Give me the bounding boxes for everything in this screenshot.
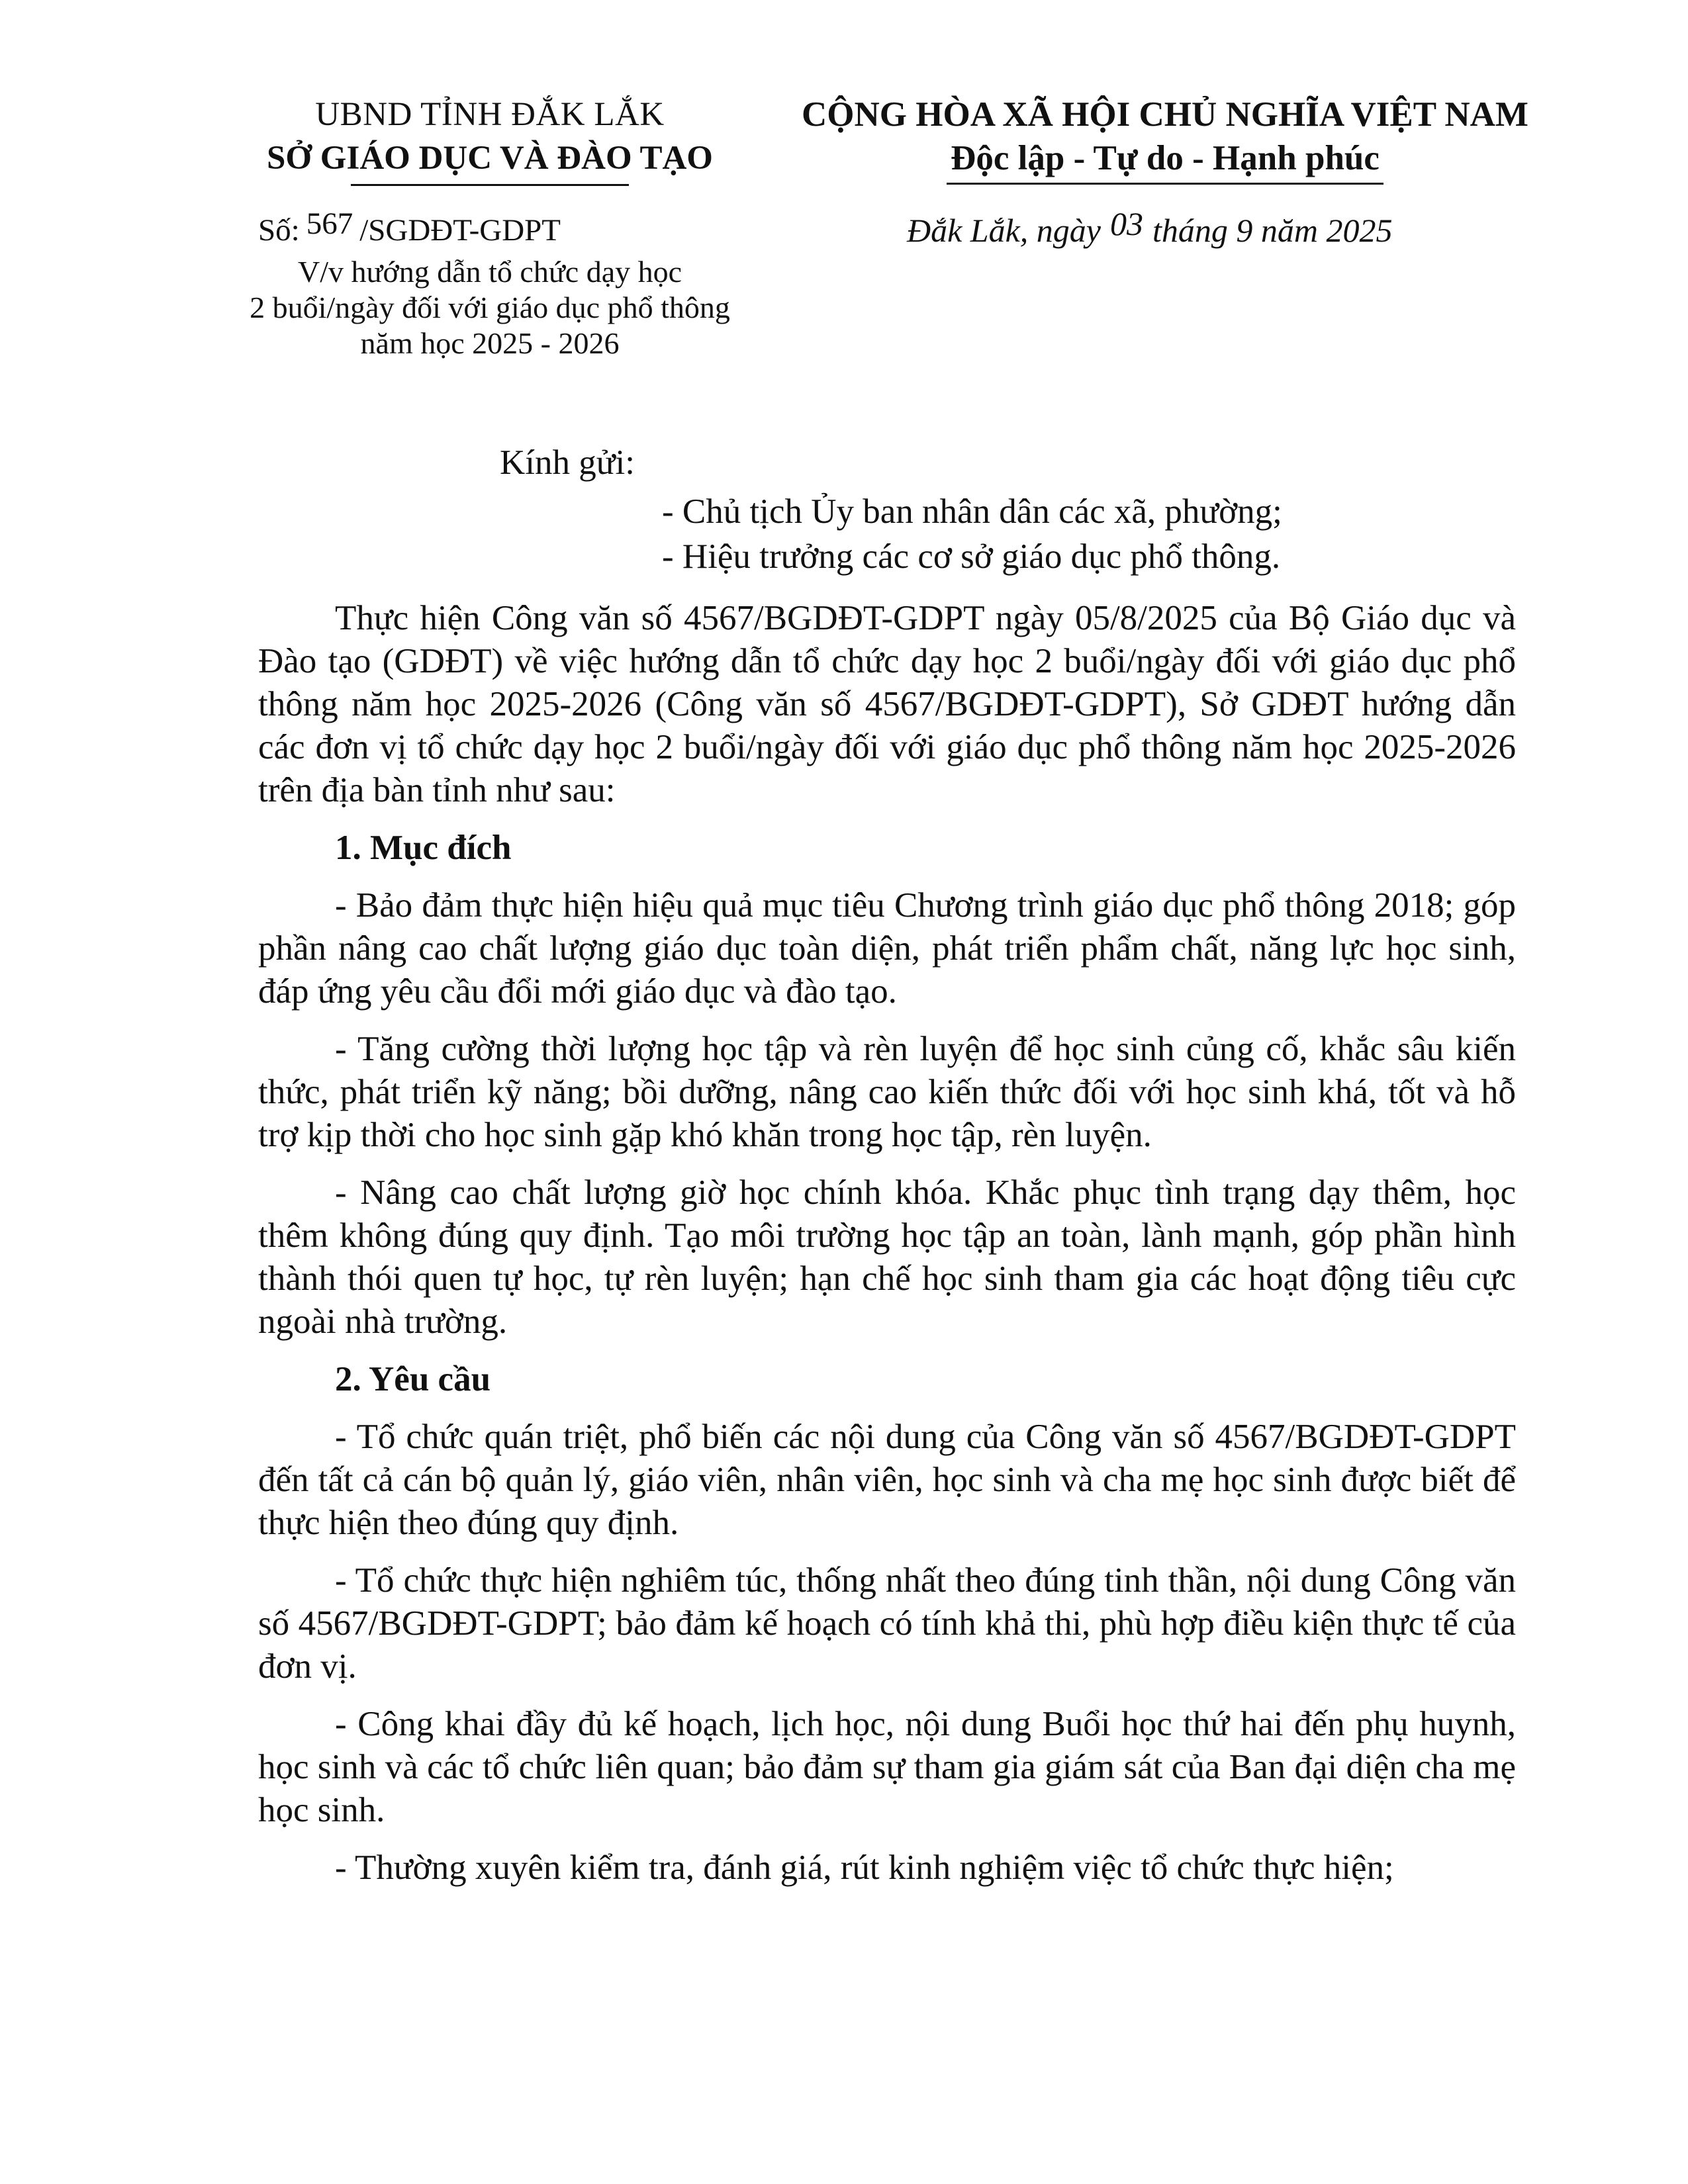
requirement-item: - Thường xuyên kiểm tra, đánh giá, rút kinh nghiệm việc tổ chức thực hiện; xyxy=(335,1848,1394,1887)
requirement-item: - Tổ chức thực hiện nghiêm túc, thống nhất theo đúng tinh thần, nội dung Công văn số 4567/BGDĐT-GDPT; bảo đảm kế hoạch có tính khả thi, phù hợp điều kiện thực tế của đơn vị. xyxy=(258,1561,1516,1686)
ref-prefix: Số: xyxy=(258,213,300,248)
national-header-block xyxy=(771,93,1559,185)
recipient-item: - Chủ tịch Ủy ban nhân dân các xã, phường; xyxy=(662,492,1282,531)
date-suffix: tháng 9 năm 2025 xyxy=(1152,212,1393,249)
intro-paragraph: Thực hiện Công văn số 4567/BGDĐT-GDPT ngày 05/8/2025 của Bộ Giáo dục và Đào tạo (GDĐT) về việc hướng dẫn tổ chức dạy học 2 buổi/ngày đối với giáo dục phổ thông năm học 2025-2026 (Công văn số 4567/BGDĐT-GDPT), Sở GDĐT hướng dẫn các đơn vị tổ chức dạy học 2 buổi/ngày đối với giáo dục phổ thông năm học 2025-2026 trên địa bàn tỉnh như sau: xyxy=(258,599,1516,809)
agency-parent: UBND TỈNH ĐẮK LẮK xyxy=(315,96,665,133)
requirement-item: - Tổ chức quán triệt, phổ biến các nội dung của Công văn số 4567/BGDĐT-GDPT đến tất cả cán bộ quản lý, giáo viên, nhân viên, học sinh và cha mẹ học sinh được biết để thực hiện theo đúng quy định. xyxy=(258,1418,1516,1542)
recipient-item: - Hiệu trưởng các cơ sở giáo dục phổ thông. xyxy=(662,537,1281,576)
motto-underline xyxy=(947,183,1383,185)
date-prefix: Đắk Lắk, ngày xyxy=(907,212,1101,249)
date-day: 03 xyxy=(1110,205,1143,242)
subject-line: V/v hướng dẫn tổ chức dạy học xyxy=(297,255,682,289)
ref-number-value: 567 xyxy=(306,206,353,241)
section-heading-requirements: 2. Yêu cầu xyxy=(335,1360,491,1398)
requirement-item: - Công khai đầy đủ kế hoạch, lịch học, nội dung Buổi học thứ hai đến phụ huynh, học sinh và các tổ chức liên quan; bảo đảm sự tham gia giám sát của Ban đại diện cha mẹ học sinh. xyxy=(258,1705,1516,1829)
ref-suffix: /SGDĐT-GDPT xyxy=(359,213,561,248)
place-and-date xyxy=(907,205,1393,250)
agency-underline xyxy=(351,184,629,186)
subject-line: 2 buổi/ngày đối với giáo dục phổ thông xyxy=(250,291,730,324)
document-subject xyxy=(212,254,768,361)
agency-name: SỞ GIÁO DỤC VÀ ĐÀO TẠO xyxy=(267,140,713,177)
subject-line: năm học 2025 - 2026 xyxy=(360,326,620,360)
purpose-item: - Bảo đảm thực hiện hiệu quả mục tiêu Chương trình giáo dục phổ thông 2018; góp phần nâng cao chất lượng giáo dục toàn diện, phát triển phẩm chất, năng lực học sinh, đáp ứng yêu cầu đổi mới giáo dục và đào tạo. xyxy=(258,886,1516,1011)
document-number xyxy=(258,206,561,249)
recipients-greeting: Kính gửi: xyxy=(500,443,635,482)
purpose-item: - Nâng cao chất lượng giờ học chính khóa. Khắc phục tình trạng dạy thêm, học thêm không đúng quy định. Tạo môi trường học tập an toàn, lành mạnh, góp phần hình thành thói quen tự học, tự rèn luyện; hạn chế học sinh tham gia các hoạt động tiêu cực ngoài nhà trường. xyxy=(258,1173,1516,1341)
document-body xyxy=(258,597,1516,1904)
section-heading-purpose: 1. Mục đích xyxy=(335,829,512,867)
national-title: CỘNG HÒA XÃ HỘI CHỦ NGHĨA VIỆT NAM xyxy=(802,95,1528,134)
issuing-agency-block xyxy=(218,93,761,186)
motto: Độc lập - Tự do - Hạnh phúc xyxy=(951,139,1380,177)
purpose-item: - Tăng cường thời lượng học tập và rèn luyện để học sinh củng cố, khắc sâu kiến thức, phát triển kỹ năng; bồi dưỡng, nâng cao kiến thức đối với học sinh khá, tốt và hỗ trợ kịp thời cho học sinh gặp khó khăn trong học tập, rèn luyện. xyxy=(258,1030,1516,1154)
